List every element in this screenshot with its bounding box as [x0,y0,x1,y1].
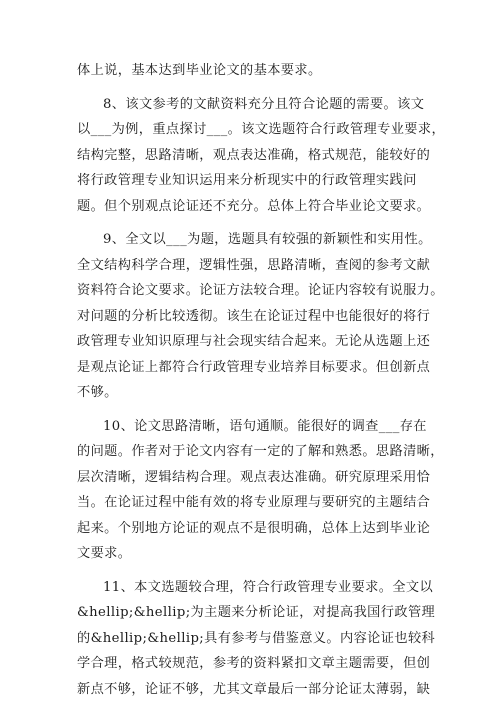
text-line: 学合理，格式较规范，参考的资料紧扣文章主题需要，但创 [77,656,431,671]
text-line: 题。但个别观点论证还不充分。总体上符合毕业论文要求。 [77,198,431,214]
text-line: 以___为例，重点探讨___。该文选题符合行政管理专业要求， [77,122,446,137]
text-line: 对问题的分析比较透彻。该生在论证过程中也能很好的将行 [77,308,431,324]
paragraph-continuation [77,58,425,84]
text-line: 11、本文选题较合理，符合行政管理专业要求。全文以 [103,579,434,595]
text-line: 起来。个别地方论证的观点不是很明确，总体上达到毕业论 [77,520,431,536]
text-line: 体上说，基本达到毕业论文的基本要求。 [77,63,322,78]
text-line: 资料符合论文要求。论证方法较合理。论证内容较有说服力。 [77,283,444,298]
text-line: 结构完整，思路清晰，观点表达准确，格式规范，能较好的 [77,147,431,163]
text-line: 8、该文参考的文献资料充分且符合论题的需要。该文 [103,96,425,112]
paragraph-item-10 [77,414,444,567]
paragraph-item-8 [77,92,446,220]
text-line: 全文结构科学合理，逻辑性强，思路清晰，查阅的参考文献 [77,257,431,273]
paragraph-item-9 [77,227,444,406]
text-line: 将行政管理专业知识运用来分析现实中的行政管理实践问 [77,173,417,188]
text-line: &hellip;&hellip;为主题来分析论证，对提高我国行政管理 [77,605,436,620]
text-line: 政管理专业知识原理与社会现实结合起来。无论从选题上还 [77,334,431,349]
text-line: 的问题。作者对于论文内容有一定的了解和熟悉。思路清晰， [77,444,444,459]
text-line: 9、全文以___为题，选题具有较强的新颖性和实用性。 [103,232,432,247]
text-line: 不够。 [77,385,118,400]
paragraph-item-11 [77,575,436,703]
text-line: 当。在论证过程中能有效的将专业原理与要研究的主题结合 [77,495,431,510]
text-line: 新点不够，论证不够，尤其文章最后一部分论证太薄弱，缺 [77,681,431,697]
text-line: 文要求。 [77,546,132,561]
text-line: 是观点论证上都符合行政管理专业培养目标要求。但创新点 [77,359,431,375]
document-page [77,58,446,710]
text-line: 层次清晰，逻辑结构合理。观点表达准确。研究原理采用恰 [77,469,431,485]
text-line: 10、论文思路清晰，语句通顺。能很好的调查___存在 [103,418,427,434]
text-line: 的&hellip;&hellip;具有参考与借鉴意义。内容论证也较科 [77,630,436,646]
